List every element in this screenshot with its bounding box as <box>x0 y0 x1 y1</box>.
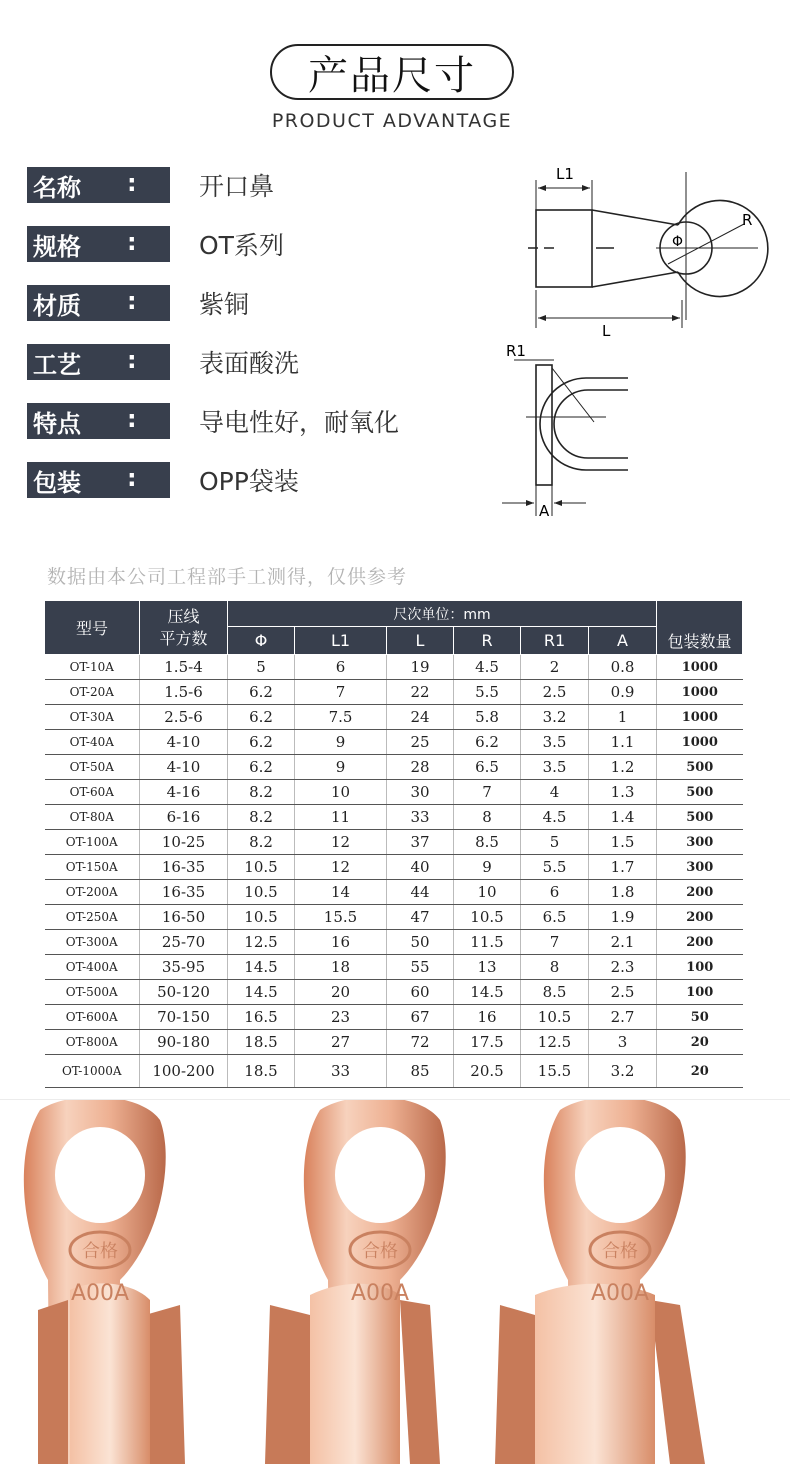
table-cell: 6.2 <box>454 730 521 755</box>
table-cell: 16 <box>295 930 387 955</box>
dimension-diagram <box>496 160 776 530</box>
table-cell: 50 <box>387 930 454 955</box>
spec-label: 包装 : <box>27 462 170 498</box>
spec-value: 开口鼻 <box>199 172 275 201</box>
table-cell: 10.5 <box>454 905 521 930</box>
table-cell: 50-120 <box>140 980 228 1005</box>
table-cell: 1.5-6 <box>140 680 228 705</box>
spec-row-feature <box>27 403 399 439</box>
table-cell: 12.5 <box>521 1030 589 1055</box>
dim-label-r1: R1 <box>506 342 526 360</box>
spec-label: 规格 : <box>27 226 170 262</box>
brand-stamp: 合格 <box>82 1241 118 1262</box>
table-cell: 0.8 <box>589 655 657 680</box>
spec-label: 工艺 : <box>27 344 170 380</box>
table-cell: OT-250A <box>45 905 140 930</box>
table-row <box>45 655 743 680</box>
col-header-a: A <box>589 627 657 655</box>
table-cell: 3.2 <box>521 705 589 730</box>
table-cell: 2.7 <box>589 1005 657 1030</box>
spec-label: 名称 : <box>27 167 170 203</box>
table-cell: 16.5 <box>228 1005 295 1030</box>
table-cell: OT-500A <box>45 980 140 1005</box>
table-cell: 1.5-4 <box>140 655 228 680</box>
table-cell: 1.7 <box>589 855 657 880</box>
table-cell: 5 <box>228 655 295 680</box>
table-cell: OT-1000A <box>45 1055 140 1088</box>
table-cell: 50 <box>657 1005 743 1030</box>
table-cell: 60 <box>387 980 454 1005</box>
table-cell: 200 <box>657 905 743 930</box>
table-cell: 30 <box>387 780 454 805</box>
table-cell: 12.5 <box>228 930 295 955</box>
table-cell: 100-200 <box>140 1055 228 1088</box>
table-cell: 6 <box>521 880 589 905</box>
col-header-l: L <box>387 627 454 655</box>
table-cell: OT-50A <box>45 755 140 780</box>
table-cell: 1.4 <box>589 805 657 830</box>
table-cell: 6.5 <box>521 905 589 930</box>
table-cell: 90-180 <box>140 1030 228 1055</box>
table-cell: 13 <box>454 955 521 980</box>
model-stamp: A00A <box>350 1281 410 1306</box>
table-cell: 200 <box>657 880 743 905</box>
brand-stamp: 合格 <box>602 1241 638 1262</box>
spec-row-package <box>27 462 299 498</box>
table-cell: 6-16 <box>140 805 228 830</box>
table-cell: 1.9 <box>589 905 657 930</box>
table-cell: 28 <box>387 755 454 780</box>
table-cell: 1000 <box>657 680 743 705</box>
table-cell: 300 <box>657 855 743 880</box>
table-row <box>45 780 743 805</box>
table-row <box>45 980 743 1005</box>
table-cell: 10 <box>454 880 521 905</box>
table-row <box>45 955 743 980</box>
table-cell: OT-40A <box>45 730 140 755</box>
table-cell: 7 <box>295 680 387 705</box>
copper-lug-photo <box>495 1100 705 1464</box>
spec-value: 紫铜 <box>199 290 250 319</box>
model-stamp: A00A <box>590 1281 650 1306</box>
spec-label: 材质 : <box>27 285 170 321</box>
table-row <box>45 830 743 855</box>
table-cell: 3.5 <box>521 755 589 780</box>
table-cell: 6.2 <box>228 730 295 755</box>
table-cell: OT-100A <box>45 830 140 855</box>
table-cell: 14 <box>295 880 387 905</box>
table-cell: 500 <box>657 805 743 830</box>
table-cell: 8.2 <box>228 830 295 855</box>
table-row <box>45 905 743 930</box>
table-cell: 10.5 <box>228 905 295 930</box>
table-cell: 4.5 <box>521 805 589 830</box>
table-cell: 40 <box>387 855 454 880</box>
brand-stamp: 合格 <box>362 1241 398 1262</box>
table-cell: 1.5 <box>589 830 657 855</box>
table-cell: 15.5 <box>521 1055 589 1088</box>
table-cell: 10.5 <box>228 880 295 905</box>
col-header-r1: R1 <box>521 627 589 655</box>
table-cell: 1.1 <box>589 730 657 755</box>
table-cell: 16-35 <box>140 880 228 905</box>
table-cell: OT-60A <box>45 780 140 805</box>
copper-lug-photo <box>24 1100 185 1464</box>
table-cell: 27 <box>295 1030 387 1055</box>
table-cell: 4 <box>521 780 589 805</box>
table-cell: 16-35 <box>140 855 228 880</box>
table-cell: 2 <box>521 655 589 680</box>
table-cell: 8 <box>521 955 589 980</box>
table-row <box>45 930 743 955</box>
table-cell: 9 <box>295 730 387 755</box>
table-cell: 12 <box>295 855 387 880</box>
table-row <box>45 680 743 705</box>
spec-label: 特点 : <box>27 403 170 439</box>
table-cell: 55 <box>387 955 454 980</box>
spec-value: 导电性好，耐氧化 <box>199 408 400 437</box>
table-cell: 47 <box>387 905 454 930</box>
table-cell: 24 <box>387 705 454 730</box>
table-cell: 4.5 <box>454 655 521 680</box>
table-cell: 14.5 <box>228 980 295 1005</box>
table-cell: OT-200A <box>45 880 140 905</box>
table-cell: 10.5 <box>228 855 295 880</box>
spec-row-model <box>27 226 284 262</box>
table-cell: 200 <box>657 930 743 955</box>
table-cell: 8.2 <box>228 780 295 805</box>
table-cell: 500 <box>657 780 743 805</box>
table-cell: 44 <box>387 880 454 905</box>
table-cell: 2.1 <box>589 930 657 955</box>
col-header-model: 型号 <box>45 601 140 655</box>
table-cell: 17.5 <box>454 1030 521 1055</box>
table-cell: 1 <box>589 705 657 730</box>
table-cell: OT-20A <box>45 680 140 705</box>
table-cell: 7.5 <box>295 705 387 730</box>
col-header-r: R <box>454 627 521 655</box>
copper-lug-photo <box>265 1100 446 1464</box>
table-cell: 2.5 <box>589 980 657 1005</box>
table-row <box>45 880 743 905</box>
table-cell: OT-300A <box>45 930 140 955</box>
table-cell: 1.3 <box>589 780 657 805</box>
table-cell: 22 <box>387 680 454 705</box>
table-cell: 8.5 <box>521 980 589 1005</box>
table-row <box>45 730 743 755</box>
table-cell: 35-95 <box>140 955 228 980</box>
spec-table-body <box>45 655 743 1088</box>
table-cell: OT-800A <box>45 1030 140 1055</box>
table-cell: 85 <box>387 1055 454 1088</box>
table-cell: 70-150 <box>140 1005 228 1030</box>
page-subtitle: PRODUCT ADVANTAGE <box>271 110 513 132</box>
table-cell: 19 <box>387 655 454 680</box>
col-header-phi: Φ <box>228 627 295 655</box>
table-cell: 2.3 <box>589 955 657 980</box>
table-row <box>45 805 743 830</box>
table-cell: 14.5 <box>454 980 521 1005</box>
table-cell: 4-10 <box>140 755 228 780</box>
table-row <box>45 705 743 730</box>
dim-label-a: A <box>539 502 550 520</box>
table-cell: 1.2 <box>589 755 657 780</box>
table-cell: 2.5 <box>521 680 589 705</box>
dim-label-r: R <box>742 211 753 229</box>
col-header-dims: 尺次单位：mm <box>228 601 657 627</box>
table-cell: 0.9 <box>589 680 657 705</box>
table-cell: 12 <box>295 830 387 855</box>
table-cell: 10 <box>295 780 387 805</box>
table-cell: 6.2 <box>228 755 295 780</box>
table-cell: 2.5-6 <box>140 705 228 730</box>
spec-row-name <box>27 167 274 203</box>
table-cell: 1.8 <box>589 880 657 905</box>
col-header-l1: L1 <box>295 627 387 655</box>
dim-label-l: L <box>602 322 611 340</box>
table-cell: 5.8 <box>454 705 521 730</box>
table-cell: 1000 <box>657 730 743 755</box>
spec-table <box>44 600 743 1088</box>
table-cell: OT-400A <box>45 955 140 980</box>
page-title: 产品尺寸 <box>270 44 514 100</box>
spec-value: 表面酸洗 <box>199 349 300 378</box>
spec-value: OT系列 <box>199 231 284 260</box>
table-cell: 18 <box>295 955 387 980</box>
table-row <box>45 855 743 880</box>
table-cell: OT-10A <box>45 655 140 680</box>
col-header-wire: 压线 平方数 <box>140 601 228 655</box>
table-cell: 8.5 <box>454 830 521 855</box>
table-cell: 9 <box>295 755 387 780</box>
table-cell: 10-25 <box>140 830 228 855</box>
table-cell: 8.2 <box>228 805 295 830</box>
table-cell: 1000 <box>657 655 743 680</box>
table-cell: 33 <box>295 1055 387 1088</box>
table-cell: 25-70 <box>140 930 228 955</box>
table-cell: 20 <box>657 1055 743 1088</box>
table-row <box>45 1055 743 1088</box>
spec-row-material <box>27 285 249 321</box>
table-cell: OT-600A <box>45 1005 140 1030</box>
table-cell: 11 <box>295 805 387 830</box>
dim-label-l1: L1 <box>556 165 574 183</box>
table-row <box>45 755 743 780</box>
table-row <box>45 1030 743 1055</box>
table-cell: OT-30A <box>45 705 140 730</box>
table-cell: 11.5 <box>454 930 521 955</box>
table-cell: 20 <box>657 1030 743 1055</box>
table-cell: 5.5 <box>454 680 521 705</box>
table-cell: 4-10 <box>140 730 228 755</box>
table-cell: 8 <box>454 805 521 830</box>
col-header-qty: 包装数量 <box>657 601 743 655</box>
table-cell: 23 <box>295 1005 387 1030</box>
table-cell: 6.2 <box>228 680 295 705</box>
table-cell: 4-16 <box>140 780 228 805</box>
table-cell: 10.5 <box>521 1005 589 1030</box>
table-cell: 7 <box>521 930 589 955</box>
table-cell: 16 <box>454 1005 521 1030</box>
dim-label-phi: Φ <box>672 234 684 250</box>
table-cell: 15.5 <box>295 905 387 930</box>
table-cell: 500 <box>657 755 743 780</box>
product-photos <box>0 1100 790 1464</box>
table-cell: 6.5 <box>454 755 521 780</box>
table-cell: 33 <box>387 805 454 830</box>
table-cell: 37 <box>387 830 454 855</box>
spec-row-process <box>27 344 299 380</box>
table-cell: 5.5 <box>521 855 589 880</box>
table-cell: 6.2 <box>228 705 295 730</box>
table-cell: 3.5 <box>521 730 589 755</box>
table-cell: 300 <box>657 830 743 855</box>
table-cell: 72 <box>387 1030 454 1055</box>
spec-value: OPP袋装 <box>199 467 299 496</box>
table-cell: 9 <box>454 855 521 880</box>
table-cell: OT-80A <box>45 805 140 830</box>
table-cell: 5 <box>521 830 589 855</box>
table-cell: 25 <box>387 730 454 755</box>
table-cell: 100 <box>657 980 743 1005</box>
table-cell: 14.5 <box>228 955 295 980</box>
table-cell: 20 <box>295 980 387 1005</box>
table-cell: 7 <box>454 780 521 805</box>
table-cell: 16-50 <box>140 905 228 930</box>
disclaimer-note: 数据由本公司工程部手工测得，仅供参考 <box>47 566 408 588</box>
table-cell: 3 <box>589 1030 657 1055</box>
table-cell: OT-150A <box>45 855 140 880</box>
table-cell: 1000 <box>657 705 743 730</box>
table-row <box>45 1005 743 1030</box>
table-cell: 20.5 <box>454 1055 521 1088</box>
model-stamp: A00A <box>70 1281 130 1306</box>
table-cell: 18.5 <box>228 1030 295 1055</box>
table-cell: 6 <box>295 655 387 680</box>
table-cell: 67 <box>387 1005 454 1030</box>
table-cell: 3.2 <box>589 1055 657 1088</box>
table-cell: 18.5 <box>228 1055 295 1088</box>
table-cell: 100 <box>657 955 743 980</box>
